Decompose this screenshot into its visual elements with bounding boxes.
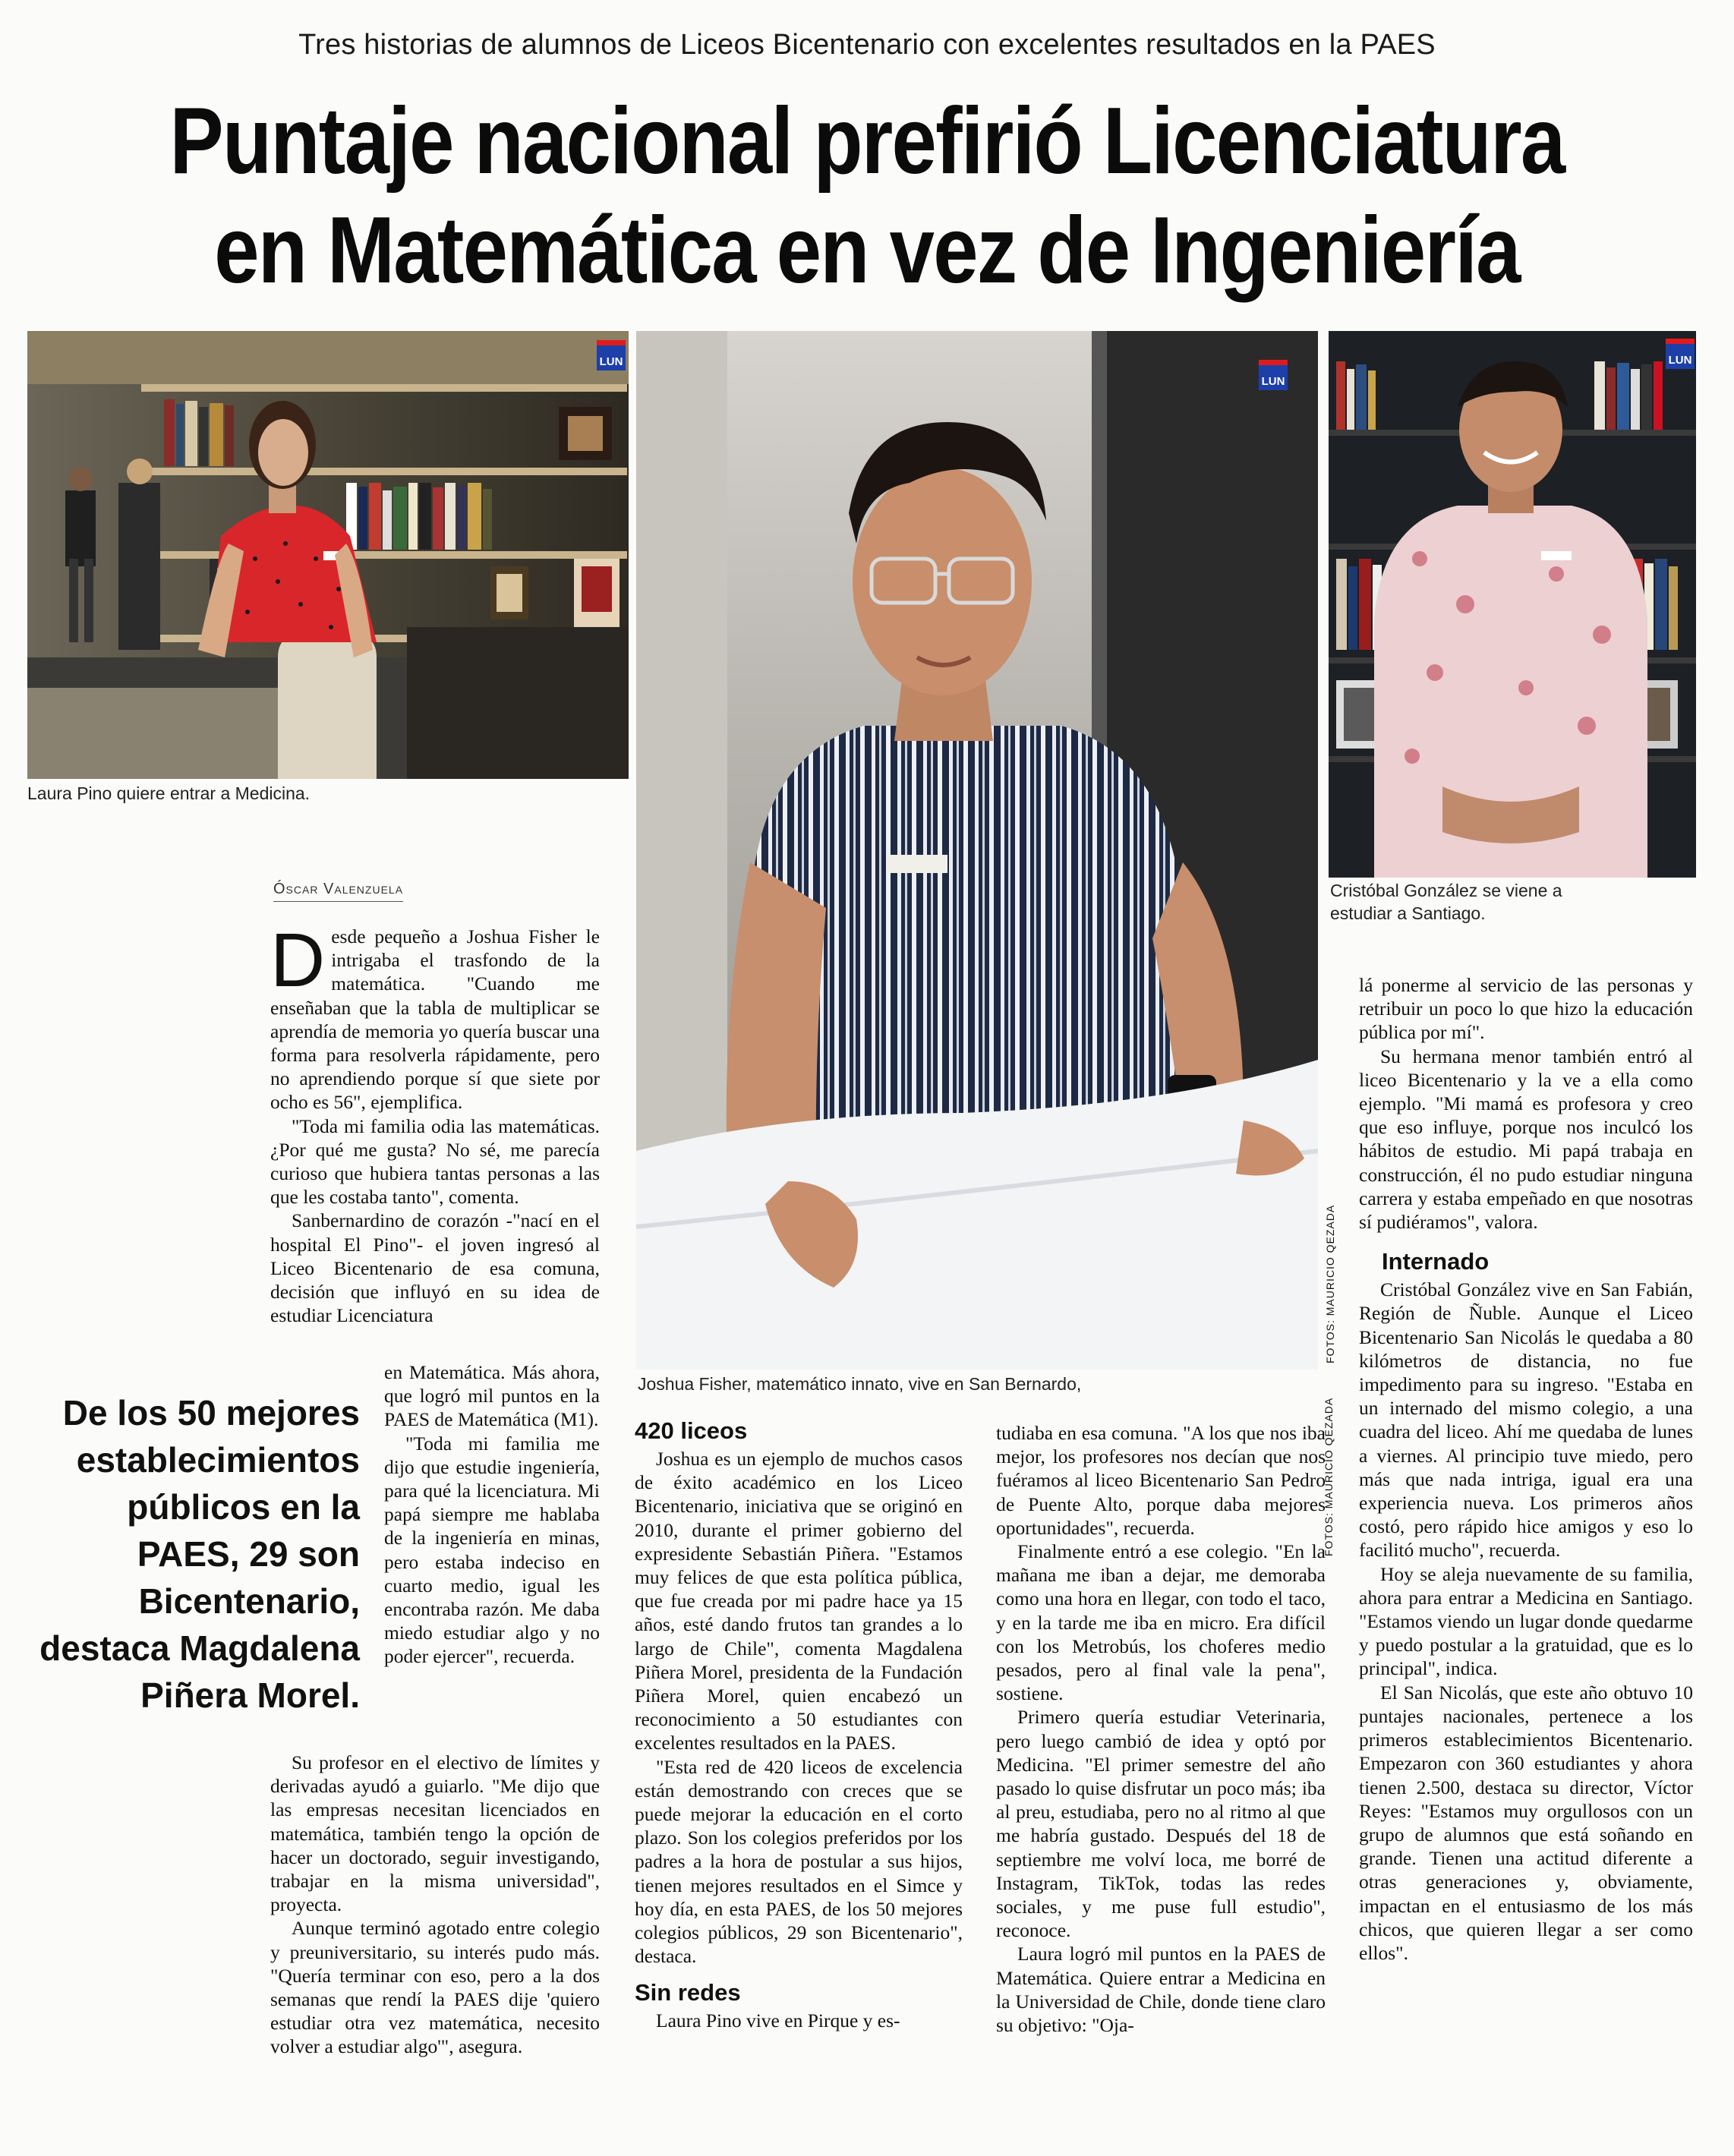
col1-paragraph-2: "Toda mi familia odia las matemáticas. ¿Por qué me gusta? No sé, me parecía curioso que hubiera tantas personas a las que les costaba tanto", comenta.: [270, 1114, 600, 1209]
col3-paragraph-3: Primero quería estudiar Veterinaria, pero luego cambió de idea y optó por Medicina. "El primer semestre del año pasado lo quise disfrutar un poco más; iba al preu, estudiaba, pero no al ritmo al que me habría gustado. Después del 18 de septiembre me volví loca, me borré de Instagram, TikTok, todas las redes sociales, y me puse full estudio", reconoce.: [996, 1706, 1326, 1942]
col1-paragraph-3: Sanbernardino de corazón -"nací en el hospital El Pino"- el joven ingresó al Liceo Bicentenario de esa comuna, decisión que influyó en su idea de estudiar Licenciatura: [270, 1209, 600, 1327]
headline-line-2: en Matemática en vez de Ingeniería: [214, 198, 1520, 303]
laura-photo-illustration: [27, 331, 629, 779]
col3-paragraph-4: Laura logró mil puntos en la PAES de Matemática. Quiere entrar a Medicina en la Universidad de Chile, donde tiene claro su objetivo: "Oja-: [996, 1943, 1326, 2037]
joshua-photo-illustration: [636, 331, 1318, 1370]
column-4: [1359, 973, 1693, 1965]
col2-paragraph-3: Laura Pino vive en Pirque y es-: [656, 2009, 900, 2032]
col4-paragraph-5: El San Nicolás, que este año obtuvo 10 puntajes nacionales, pertenece a los primeros establecimientos Bicentenario. Empezaron con 360 estudiantes y ahora tienen 2.500, destaca su director, Víctor Reyes: "Estamos muy orgullosos con un grupo de alumnos que está soñando en grande. Tienen una actitud diferente a otras generaciones y, obviamente, impactan en el entusiasmo de los más chicos, que quieren llegar a ser como ellos".: [1359, 1681, 1693, 1964]
pull-quote: De los 50 mejores establecimientos públicos en la PAES, 29 son Bicentenario, destaca Magdalena Piñera Morel.: [39, 1393, 360, 1715]
col2-paragraph-2: "Esta red de 420 liceos de excelencia están demostrando con creces que se puede mejorar la educación en el corto plazo. Son los colegios preferidos por los padres a la hora de postular a sus hijos, tienen mejores resultados en el Simce y hoy día, en esta PAES, de los 50 mejores colegios públicos, 29 son Bicentenario", destaca.: [635, 1755, 963, 1968]
cristobal-photo-illustration: [1329, 331, 1696, 878]
lun-badge: LUN: [597, 340, 626, 370]
col1-paragraph-6: Aunque terminó agotado entre colegio y preuniversitario, su interés pudo más. "Quería terminar con eso, pero a la dos semanas que rendí la PAES dije 'quiero estudiar otra vez matemática, necesito volver a estudiar algo'", asegura.: [270, 1917, 600, 2058]
col4-paragraph-3: Cristóbal González vive en San Fabián, Región de Ñuble. Aunque el Liceo Bicentenario San Nicolás le quedaba a 80 kilómetros de distancia, no fue impedimento para su ingreso. "Estaba en un internado del mismo colegio, a una cuadra del liceo. Ahí me quedaba de lunes a viernes. Al principio tuve miedo, pero más que nada intriga, igual era una experiencia nueva. Los primeros años costó, pero rápido hice amigos y eso lo facilitó mucho", recuerda.: [1359, 1278, 1693, 1562]
caption-joshua: Joshua Fisher, matemático innato, vive en San Bernardo,: [638, 1374, 1082, 1394]
col1-paragraph-3-continued: en Matemática. Más ahora, que logró mil puntos en la PAES de Matemática (M1).: [384, 1361, 600, 1431]
caption-cristobal: [1330, 879, 1695, 925]
photo-laura-pino: [27, 331, 629, 779]
lun-badge-center: LUN: [1259, 360, 1288, 390]
col4-paragraph-2: Su hermana menor también entró al liceo Bicentenario y la ve a ella como ejemplo. "Mi mamá es profesora y creo que eso influye, porque nos inculcó los hábitos de estudio. Mi papá trabaja en construcción, él no pudo estudiar ninguna carrera y estaba empeñado en que nosotras sí pudiéramos", valora.: [1359, 1045, 1693, 1234]
column-2: [635, 1411, 963, 2033]
photo-credit: FOTOS: MAURICIO QEZADA: [1324, 1204, 1336, 1363]
col4-paragraph-4: Hoy se aleja nuevamente de su familia, ahora para entrar a Medicina en Santiago. "Estamos viendo un lugar donde quedarme y puedo postular a la gratuidad, que es lo principal", indica.: [1359, 1562, 1693, 1680]
col4-paragraph-1: lá ponerme al servicio de las personas y retribuir un poco lo que hizo la educación pública por mí".: [1359, 974, 1693, 1044]
column-1-bottom: [384, 1360, 600, 1669]
col2-paragraph-1: Joshua es un ejemplo de muchos casos de éxito académico en los Liceo Bicentenario, iniciativa que se originó en 2010, durante el primer gobierno del expresidente Sebastián Piñera. "Estamos muy felices de que esta política pública, que fue creada por mi padre hace ya 15 años, esté dando frutos tan grandes a lo largo de Chile", comenta Magdalena Piñera Morel, presidenta de la Fundación Piñera Morel, quien encabezó un reconocimiento a 50 estudiantes con excelentes resultados en la PAES.: [635, 1448, 963, 1754]
col1-paragraph-5: Su profesor en el electivo de límites y derivadas ayudó a guiarlo. "Me dijo que las empresas necesitan licenciados en matemática, también tengo la opción de hacer un doctorado, seguir investigando, trabajar en la misma universidad", proyecta.: [270, 1751, 600, 1916]
byline: Óscar Valenzuela: [273, 881, 403, 902]
column-1-end: [270, 1751, 600, 2059]
col1-paragraph-1: Desde pequeño a Joshua Fisher le intrigaba el trasfondo de la matemática. "Cuando me enseñaban que la tabla de multiplicar se aprendía de memoria yo quería buscar una forma para resolverla rápidamente, pero no aprendiendo porque sí que siete por ocho es 56", ejemplifica.: [270, 918, 600, 1114]
caption-laura: Laura Pino quiere entrar a Medicina.: [27, 783, 311, 803]
caption-cristobal-line-2: estudiar a Santiago.: [1330, 903, 1486, 923]
column-1-top: [270, 918, 600, 1327]
caption-cristobal-line-1: Cristóbal González se viene a: [1330, 881, 1562, 900]
kicker: Tres historias de alumnos de Liceos Bicentenario con excelentes resultados en la PAES: [298, 29, 1436, 61]
photo-cristobal-gonzalez: [1329, 331, 1696, 878]
photo-joshua-fisher: [636, 331, 1336, 1370]
col3-paragraph-1: tudiaba en esa comuna. "A los que nos iba mejor, los profesores nos decían que nos fuéramos al liceo Bicentenario San Pedro de Puente Alto, porque daba mejores oportunidades", recuerda.: [996, 1422, 1326, 1539]
lun-badge-right: LUN: [1666, 339, 1695, 369]
subhead-420-liceos: 420 liceos: [635, 1417, 748, 1444]
col1-paragraph-4: "Toda mi familia me dijo que estudie ingeniería, para qué la licenciatura. Mi papá siempre me hablaba de la ingeniería en minas, pero estaba indeciso en cuarto medio, igual les encontraba razón. Me daba miedo estudiar algo y no poder ejercer", recuerda.: [384, 1432, 600, 1668]
headline-line-1: Puntaje nacional prefirió Licenciatura: [169, 89, 1565, 194]
subhead-sin-redes: Sin redes: [635, 1979, 741, 2006]
col3-paragraph-2: Finalmente entró a ese colegio. "En la mañana me iban a dejar, me demoraba como una hora en llegar, con todo el taco, y en la tarde me iba en micro. Era difícil con los Metrobús, los choferes medio pesados, pero al final vale la pena", sostiene.: [996, 1540, 1326, 1705]
drop-cap: D: [270, 918, 326, 1003]
column-3: [996, 1421, 1326, 2037]
subhead-internado: Internado: [1382, 1248, 1490, 1275]
photo-credit-vertical: FOTOS: MAURICIO QEZADA: [1323, 1397, 1335, 1556]
